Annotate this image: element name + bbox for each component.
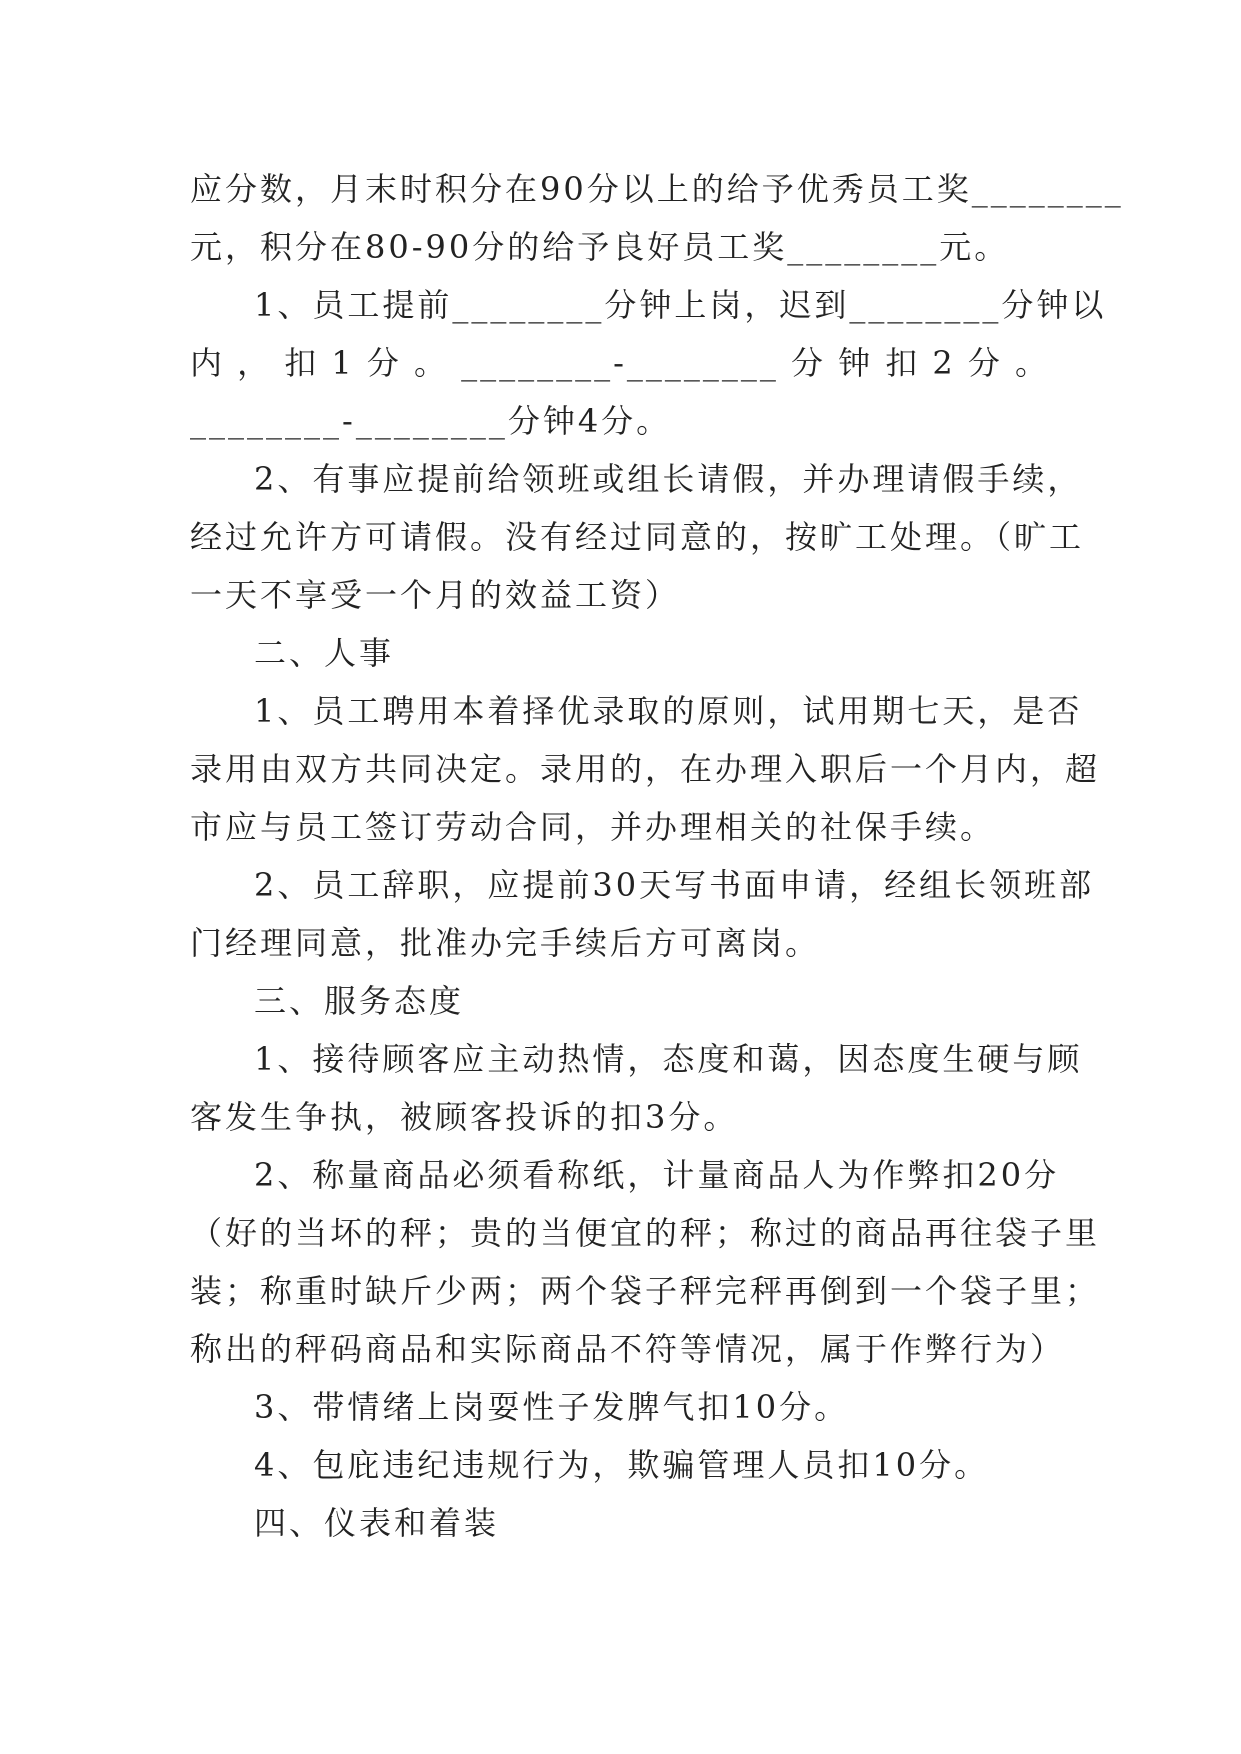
document-body	[190, 160, 1124, 1552]
paragraph-line: 市应与员工签订劳动合同，并办理相关的社保手续。	[190, 808, 996, 846]
justified-token: ________-________	[461, 344, 779, 382]
justified-token: 1	[331, 344, 355, 382]
justified-token: 分	[366, 344, 402, 382]
justified-token: 。	[1014, 344, 1050, 382]
justified-token: 。	[413, 344, 449, 382]
justified-token: ，	[237, 344, 273, 382]
paragraph-line: 装；称重时缺斤少两；两个袋子秤完秤再倒到一个袋子里；	[190, 1272, 1101, 1310]
paragraph-line: 客发生争执，被顾客投诉的扣3分。	[190, 1098, 739, 1136]
paragraph-line: 应分数，月末时积分在90分以上的给予优秀员工奖________	[190, 170, 1124, 208]
justified-token: 内	[190, 344, 226, 382]
paragraph-line: 2、称量商品必须看称纸，计量商品人为作弊扣20分	[254, 1156, 1060, 1194]
justified-line	[190, 334, 1050, 392]
section-heading: 三、服务态度	[254, 982, 465, 1020]
justified-token: 扣	[284, 344, 320, 382]
paragraph-line: 经过允许方可请假。没有经过同意的，按旷工处理。（旷工	[190, 518, 1085, 556]
paragraph-line: （好的当坏的秤；贵的当便宜的秤；称过的商品再往袋子里	[190, 1214, 1101, 1252]
paragraph-line: 一天不享受一个月的效益工资）	[190, 576, 681, 614]
justified-token: 钟	[838, 344, 874, 382]
paragraph-line: 称出的秤码商品和实际商品不符等情况，属于作弊行为）	[190, 1330, 1066, 1368]
paragraph-line: 1、员工聘用本着择优录取的原则，试用期七天，是否	[254, 692, 1083, 730]
paragraph-line: 元，积分在80-90分的给予良好员工奖________元。	[190, 228, 1010, 266]
paragraph-line: 4、包庇违纪违规行为，欺骗管理人员扣10分。	[254, 1446, 990, 1484]
paragraph-line: 门经理同意，批准办完手续后方可离岗。	[190, 924, 821, 962]
paragraph-line: 2、员工辞职，应提前30天写书面申请，经组长领班部	[254, 866, 1095, 904]
paragraph-line: 1、员工提前________分钟上岗，迟到________分钟以	[254, 286, 1107, 324]
paragraph-line: 1、接待顾客应主动热情，态度和蔼，因态度生硬与顾	[254, 1040, 1083, 1078]
justified-token: 扣	[885, 344, 921, 382]
paragraph-line: 3、带情绪上岗耍性子发脾气扣10分。	[254, 1388, 850, 1426]
section-heading: 二、人事	[254, 634, 395, 672]
paragraph-line: 录用由双方共同决定。录用的，在办理入职后一个月内，超	[190, 750, 1101, 788]
paragraph-line: 2、有事应提前给领班或组长请假，并办理请假手续，	[254, 460, 1083, 498]
section-heading: 四、仪表和着装	[254, 1504, 500, 1542]
justified-token: 2	[932, 344, 956, 382]
justified-token: 分	[791, 344, 827, 382]
justified-token: 分	[967, 344, 1003, 382]
paragraph-line: ________-________分钟4分。	[190, 402, 672, 440]
